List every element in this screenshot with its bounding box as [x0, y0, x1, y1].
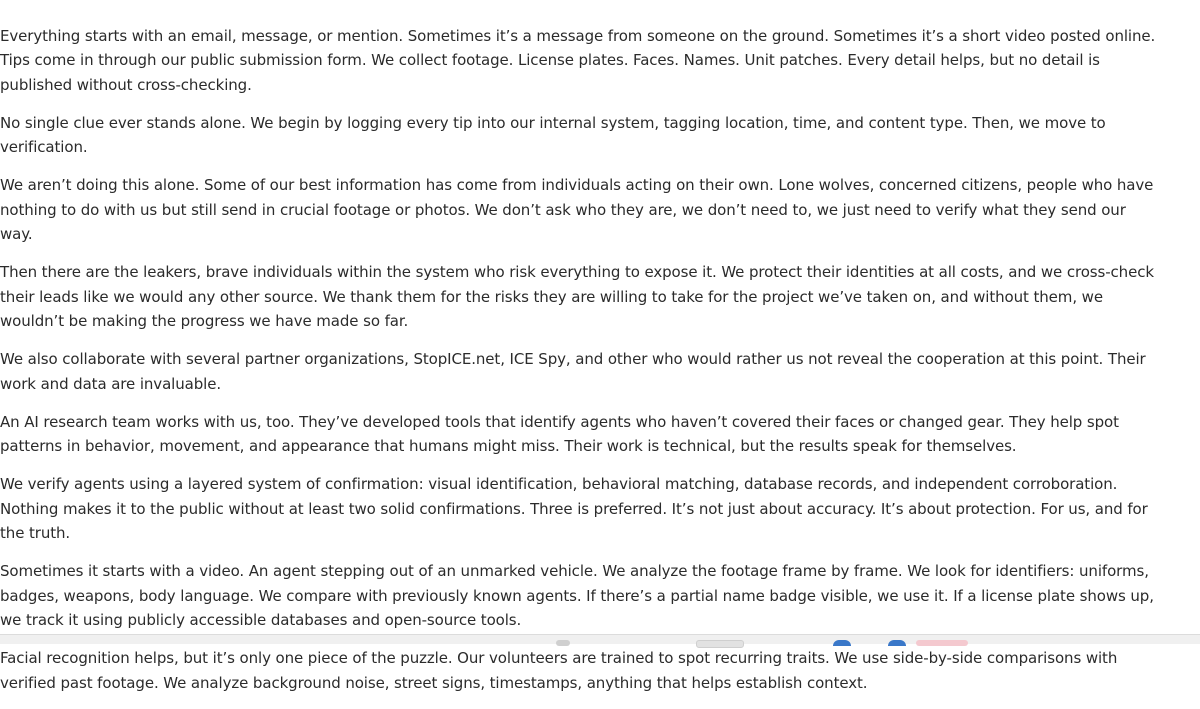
- taskbar-search-box[interactable]: [696, 640, 744, 648]
- article-paragraph: No single clue ever stands alone. We begin by logging every tip into our internal system, tagging location, time, and content type. Then, we move to verification.: [0, 113, 1106, 157]
- article-paragraph: We verify agents using a layered system of confirmation: visual identification, behavioral matching, database records, and independent corroboration. Nothing makes it to the public without at least two solid confirmations. Three is preferred. It’s not just about accuracy. It’s about protection. For us, and for the truth.: [0, 475, 1148, 543]
- article-paragraph: Then there are the leakers, brave individuals within the system who risk everything to expose it. We protect their identities at all costs, and we cross-check their leads like we would any other source. We thank them for the risks they are willing to take for the project we’ve taken on, and without them, we wouldn’t be making the progress we have made so far.: [0, 263, 1154, 330]
- app-icon[interactable]: [916, 640, 968, 646]
- article-paragraph: We aren’t doing this alone. Some of our best information has come from individuals acting on their own. Lone wolves, concerned citizens, people who have nothing to do with us but still send in crucial footage or photos. We don’t ask who they are, we don’t need to, we just need to verify what they send our way.: [0, 176, 1154, 244]
- browser-icon[interactable]: [833, 640, 851, 646]
- article-paragraph: Facial recognition helps, but it’s only one piece of the puzzle. Our volunteers are trained to spot recurring traits. We use side-by-side comparisons with verified past footage. We analyze background noise, street signs, timestamps, anything that helps establish context.: [0, 649, 1118, 692]
- article-body: [0, 24, 1160, 709]
- article-paragraph: Sometimes it starts with a video. An agent stepping out of an unmarked vehicle. We analyze the footage frame by frame. We look for identifiers: uniforms, badges, weapons, body language. We compare with previously known agents. If there’s a partial name badge visible, we use it. If a license plate shows up, we track it using publicly accessible databases and open-source tools.: [0, 562, 1154, 629]
- taskbar-edge: [0, 634, 1200, 644]
- mail-icon[interactable]: [888, 640, 906, 646]
- taskbar-search-icon[interactable]: [556, 640, 570, 646]
- article-paragraph: Everything starts with an email, message, or mention. Sometimes it’s a message from someone on the ground. Sometimes it’s a short video posted online. Tips come in through our public submission form. We collect footage. License plates. Faces. Names. Unit patches. Every detail helps, but no detail is published without cross-checking.: [0, 27, 1156, 94]
- article-paragraph: We also collaborate with several partner organizations, StopICE.net, ICE Spy, and other who would rather us not reveal the cooperation at this point. Their work and data are invaluable.: [0, 350, 1146, 393]
- article-paragraph: An AI research team works with us, too. They’ve developed tools that identify agents who haven’t covered their faces or changed gear. They help spot patterns in behavior, movement, and appearance that humans might miss. Their work is technical, but the results speak for themselves.: [0, 412, 1119, 456]
